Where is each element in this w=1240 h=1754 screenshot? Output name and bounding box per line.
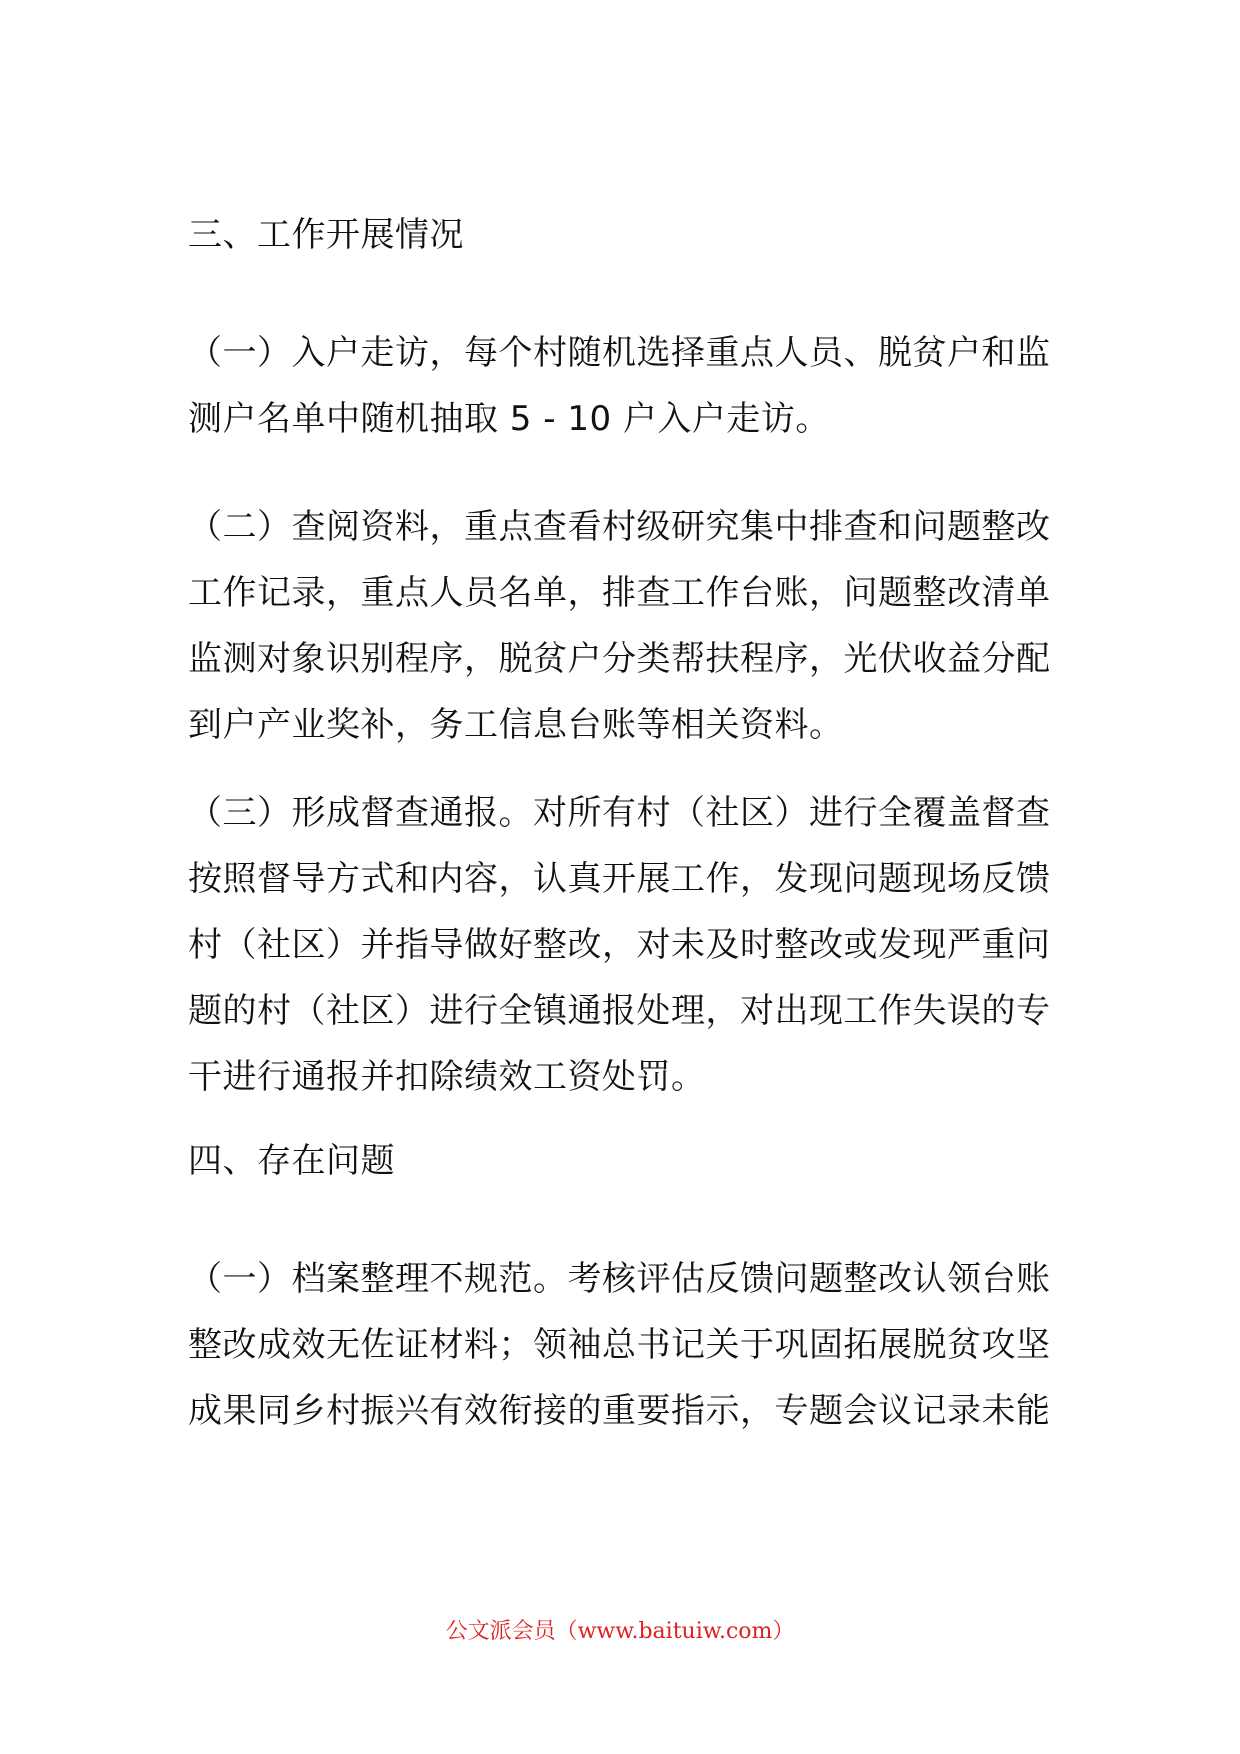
- footer-watermark: 公文派会员（www.baituiw.com）: [445, 1619, 795, 1644]
- paragraph-3-3: [188, 780, 1068, 1110]
- paragraph-line: 题的村（社区）进行全镇通报处理，对出现工作失误的专: [188, 991, 1051, 1031]
- section-heading-4: [188, 1128, 1068, 1194]
- paragraph-line: 整改成效无佐证材料；领袖总书记关于巩固拓展脱贫攻坚: [188, 1325, 1051, 1365]
- paragraph-line: （一）入户走访，每个村随机选择重点人员、脱贫户和监: [188, 333, 1051, 373]
- paragraph-line: （三）形成督查通报。对所有村（社区）进行全覆盖督查: [188, 793, 1051, 833]
- section-heading-3: [188, 202, 1068, 268]
- paragraph-4-1: [188, 1246, 1068, 1444]
- paragraph-line: （一）档案整理不规范。考核评估反馈问题整改认领台账: [188, 1259, 1051, 1299]
- paragraph-line: 工作记录，重点人员名单，排查工作台账，问题整改清单: [188, 573, 1051, 613]
- paragraph-3-2: [188, 494, 1068, 758]
- paragraph-line: 成果同乡村振兴有效衔接的重要指示，专题会议记录未能: [188, 1391, 1051, 1431]
- paragraph-line: 到户产业奖补，务工信息台账等相关资料。: [188, 705, 844, 745]
- paragraph-3-1: [188, 320, 1068, 452]
- paragraph-line: 测户名单中随机抽取 5 - 10 户入户走访。: [188, 399, 830, 439]
- paragraph-line: （二）查阅资料，重点查看村级研究集中排查和问题整改: [188, 507, 1051, 547]
- paragraph-line: 村（社区）并指导做好整改，对未及时整改或发现严重问: [188, 925, 1051, 965]
- paragraph-line: 按照督导方式和内容，认真开展工作，发现问题现场反馈: [188, 859, 1051, 899]
- paragraph-line: 干进行通报并扣除绩效工资处罚。: [188, 1057, 706, 1097]
- heading-text: 四、存在问题: [188, 1141, 395, 1181]
- paragraph-line: 监测对象识别程序，脱贫户分类帮扶程序，光伏收益分配: [188, 639, 1051, 679]
- heading-text: 三、工作开展情况: [188, 215, 464, 255]
